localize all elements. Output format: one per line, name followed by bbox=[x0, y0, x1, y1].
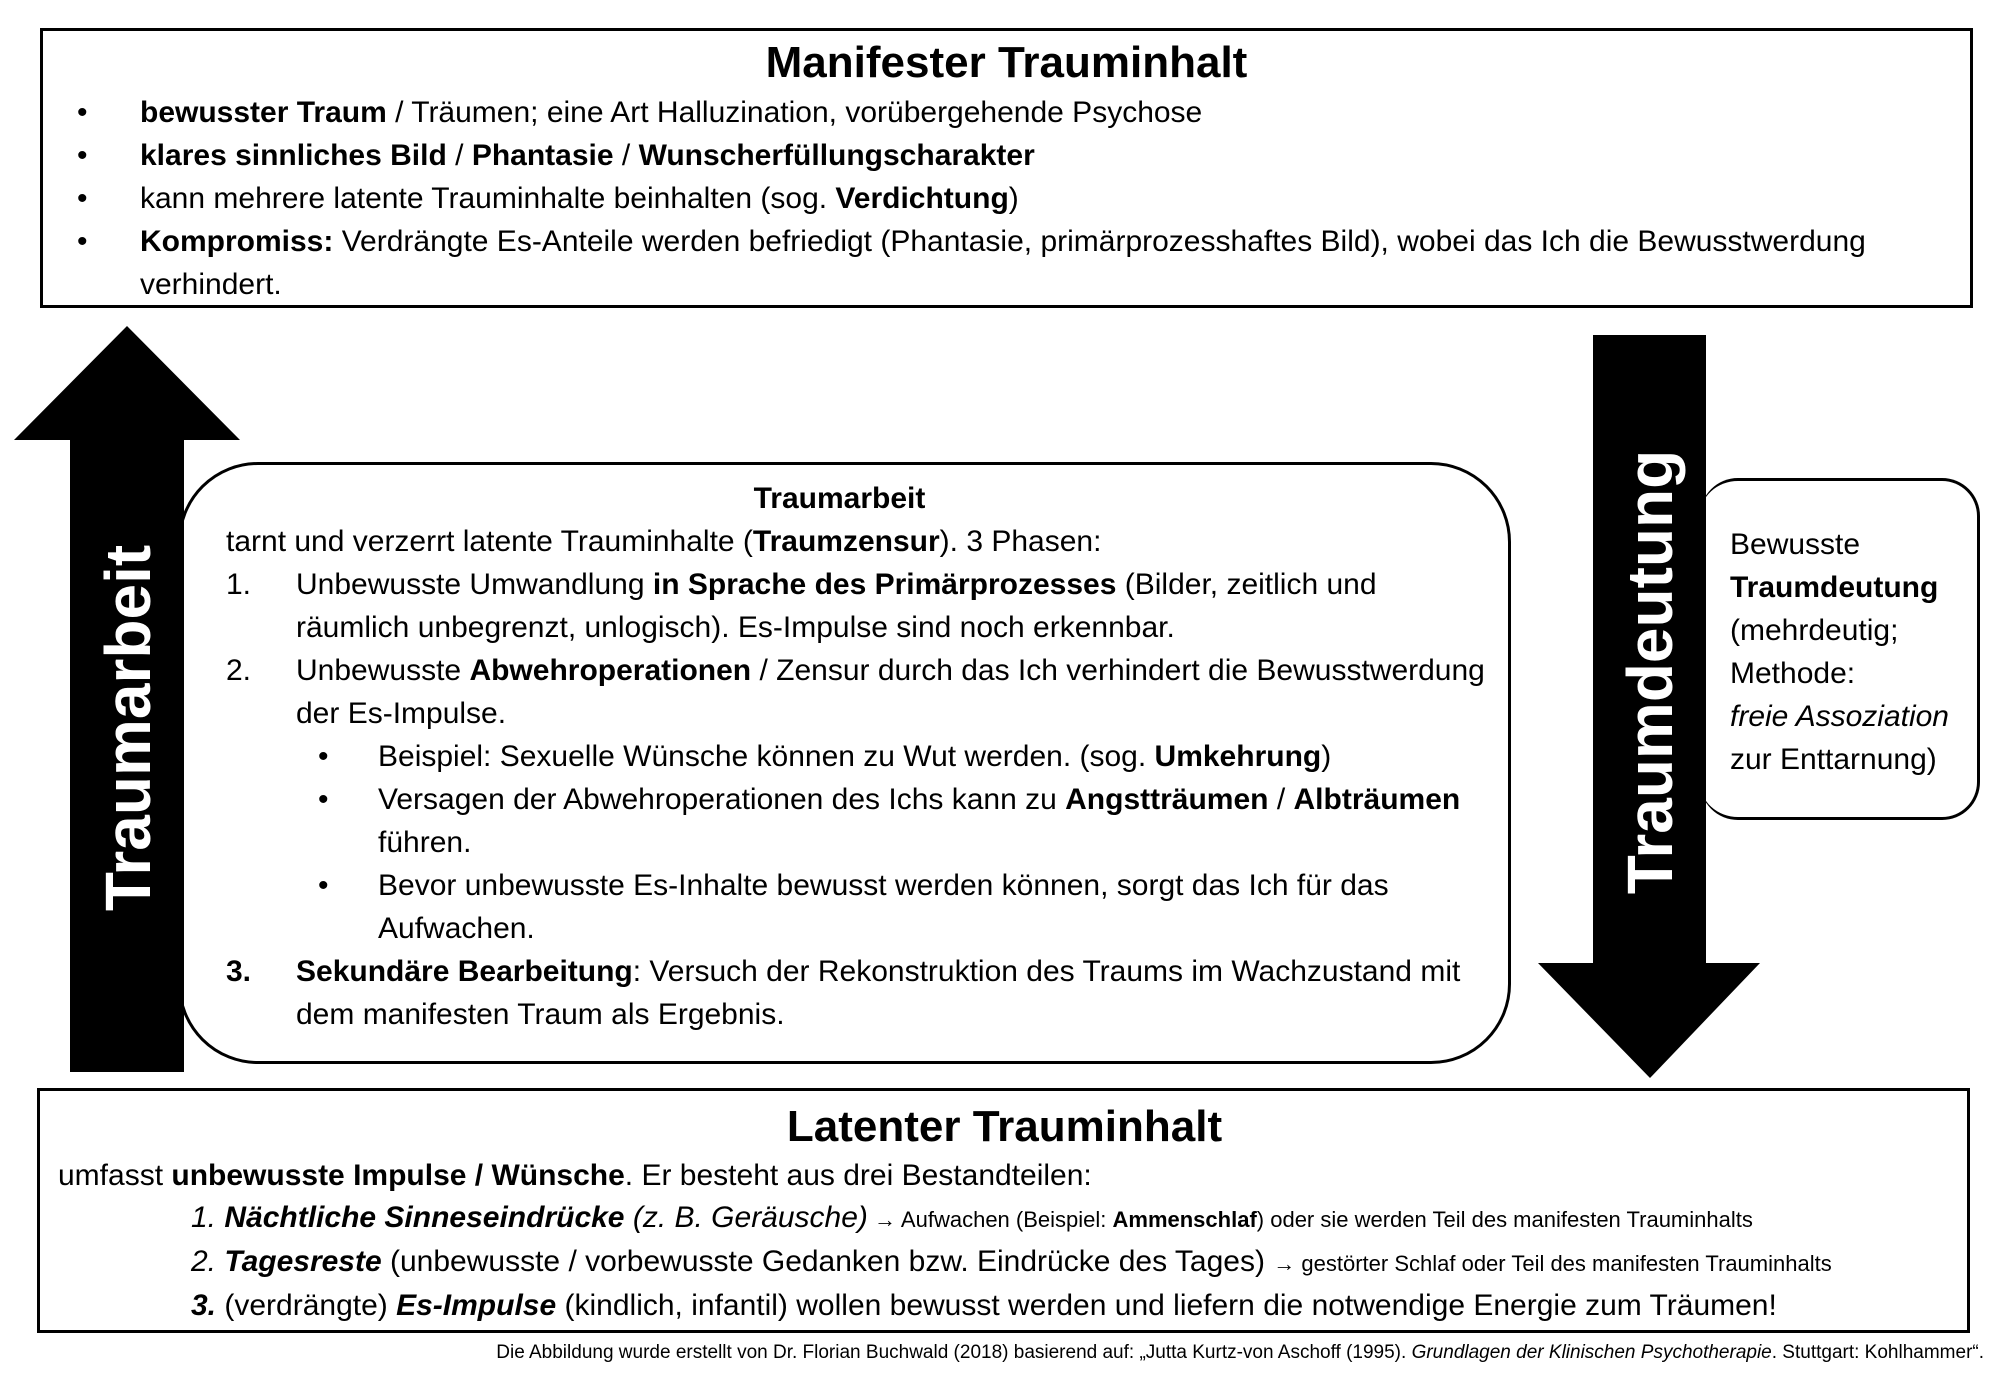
phase-list bbox=[226, 563, 1498, 1036]
phase-number: 3. bbox=[226, 955, 252, 988]
traumdeutung-line bbox=[1730, 566, 1977, 609]
text-run: (kindlich, infantil) wollen bewusst werden und liefern die notwendige Energie zum Träumen! bbox=[556, 1289, 1777, 1322]
latent-intro bbox=[58, 1155, 1951, 1197]
text-run: Grundlagen der Klinischen Psychotherapie bbox=[1411, 1342, 1772, 1363]
text-run: Unbewusste bbox=[296, 654, 470, 687]
text-run: ) oder sie werden Teil des manifesten Trauminhalts bbox=[1256, 1207, 1753, 1232]
phase-item bbox=[226, 563, 1498, 649]
text-run: Angstträumen bbox=[1065, 783, 1269, 816]
text-run: Es-Impulse bbox=[396, 1289, 557, 1322]
text-run: Abwehroperationen bbox=[469, 654, 752, 687]
phase-sub-item bbox=[296, 864, 1498, 950]
phase-text bbox=[296, 955, 1460, 1031]
text-run: Kompromiss: bbox=[140, 225, 334, 258]
text-run: in Sprache des Primärprozesses bbox=[652, 568, 1117, 601]
traumarbeit-intro bbox=[226, 520, 1498, 563]
text-run: / Träumen; eine Art Halluzination, vorübergehende Psychose bbox=[386, 96, 1203, 129]
text-run: Beispiel: Sexuelle Wünsche können zu Wut werden. (sog. bbox=[378, 740, 1155, 773]
text-run: / bbox=[446, 139, 472, 172]
text-run: führen. bbox=[378, 826, 472, 859]
traumdeutung-label: Traumdeutung bbox=[1614, 449, 1686, 895]
manifest-title: Manifester Trauminhalt bbox=[765, 38, 1248, 87]
text-run: Traumdeutung bbox=[1730, 571, 1939, 604]
latent-item bbox=[58, 1197, 1951, 1241]
text-run: tarnt und verzerrt latente Trauminhalte ( bbox=[226, 525, 753, 558]
text-run: zur Enttarnung) bbox=[1730, 743, 1937, 776]
text-run: → Aufwachen (Beispiel: bbox=[867, 1207, 1113, 1232]
phase-sub-item bbox=[296, 735, 1498, 778]
text-run: / bbox=[613, 139, 639, 172]
text-run: Wunscherfüllungscharakter bbox=[638, 139, 1035, 172]
phase-number: 2. bbox=[226, 654, 252, 687]
text-run: Versagen der Abwehroperationen des Ichs kann zu bbox=[378, 783, 1066, 816]
traumarbeit-label: Traumarbeit bbox=[92, 544, 164, 912]
text-run: . Er besteht aus drei Bestandteilen: bbox=[624, 1159, 1092, 1192]
traumdeutung-line bbox=[1730, 609, 1977, 652]
traumdeutung-line bbox=[1730, 695, 1977, 738]
text-run: Phantasie bbox=[471, 139, 614, 172]
text-run: . Stuttgart: Kohlhammer“. bbox=[1771, 1342, 1984, 1363]
text-run: → gestörter Schlaf oder Teil des manifesten Trauminhalts bbox=[1273, 1251, 1832, 1276]
text-run: (z. B. Geräusche) bbox=[624, 1201, 868, 1234]
footer-citation bbox=[496, 1342, 1984, 1364]
traumdeutung-line bbox=[1730, 523, 1977, 566]
text-run: unbewusste Impulse / Wünsche bbox=[171, 1159, 625, 1192]
text-run: Ammenschlaf bbox=[1112, 1207, 1257, 1232]
text-run: freie Assoziation bbox=[1730, 700, 1949, 733]
text-run: (unbewusste / vorbewusste Gedanken bzw. Eindrücke des Tages) bbox=[381, 1245, 1274, 1278]
text-run: Nächtliche Sinneseindrücke bbox=[224, 1201, 625, 1234]
text-run: Verdrängte Es-Anteile werden befriedigt (Phantasie, primärprozesshaftes Bild), wobei das Ich die Bewusstwerdung verhindert. bbox=[140, 225, 1866, 301]
text-run: Sekundäre Bearbeitung bbox=[296, 955, 633, 988]
text-run: Umkehrung bbox=[1154, 740, 1322, 773]
latent-item bbox=[58, 1241, 1951, 1285]
latent-box bbox=[37, 1088, 1970, 1333]
text-run: Die Abbildung wurde erstellt von Dr. Florian Buchwald (2018) basierend auf: „Jutta Kurtz-von Aschoff (1995). bbox=[496, 1342, 1412, 1363]
text-run: Methode: bbox=[1730, 657, 1856, 690]
phase-item bbox=[226, 950, 1498, 1036]
text-run: Albträumen bbox=[1293, 783, 1461, 816]
traumdeutung-line bbox=[1730, 738, 1977, 781]
text-run: 1. bbox=[191, 1201, 225, 1234]
phase-sub-item bbox=[296, 778, 1498, 864]
text-run: umfasst bbox=[58, 1159, 172, 1192]
text-run: 3. bbox=[191, 1289, 225, 1322]
phase-sub-list bbox=[296, 735, 1498, 950]
text-run: (mehrdeutig; bbox=[1730, 614, 1899, 647]
traumdeutung-box bbox=[1700, 478, 1980, 820]
text-run: : Versuch der Rekonstruktion des Traums im Wachzustand mit dem manifesten Traum als Ergebnis. bbox=[296, 955, 1461, 1031]
text-run: ) bbox=[1321, 740, 1332, 773]
text-run: Tagesreste bbox=[224, 1245, 382, 1278]
traumdeutung-line bbox=[1730, 652, 1977, 695]
text-run: ) bbox=[1008, 182, 1019, 215]
text-run: Bewusste bbox=[1730, 528, 1861, 561]
text-run: 2. bbox=[191, 1245, 225, 1278]
traumarbeit-box bbox=[178, 462, 1511, 1064]
latent-title: Latenter Trauminhalt bbox=[786, 1102, 1223, 1151]
text-run: klares sinnliches Bild bbox=[140, 139, 447, 172]
text-run: Unbewusste Umwandlung bbox=[296, 568, 653, 601]
text-run: Traumzensur bbox=[752, 525, 940, 558]
phase-text bbox=[296, 654, 1485, 730]
text-run: / bbox=[1268, 783, 1294, 816]
text-run: Bevor unbewusste Es-Inhalte bewusst werden können, sorgt das Ich für das Aufwachen. bbox=[378, 869, 1389, 945]
text-run: (verdrängte) bbox=[224, 1289, 397, 1322]
text-run: Verdichtung bbox=[835, 182, 1009, 215]
text-run: (Bilder, zeitlich und räumlich unbegrenzt, unlogisch). Es-Impulse sind noch erkennbar. bbox=[296, 568, 1377, 644]
traumarbeit-title: Traumarbeit bbox=[753, 482, 926, 515]
phase-text bbox=[296, 568, 1377, 644]
phase-item bbox=[226, 649, 1498, 950]
latent-item bbox=[58, 1285, 1951, 1327]
text-run: ). 3 Phasen: bbox=[939, 525, 1102, 558]
text-run: bewusster Traum bbox=[140, 96, 387, 129]
text-run: kann mehrere latente Trauminhalte beinhalten (sog. bbox=[140, 182, 836, 215]
phase-number: 1. bbox=[226, 568, 252, 601]
text-run: / Zensur durch das Ich verhindert die Bewusstwerdung der Es-Impulse. bbox=[296, 654, 1485, 730]
